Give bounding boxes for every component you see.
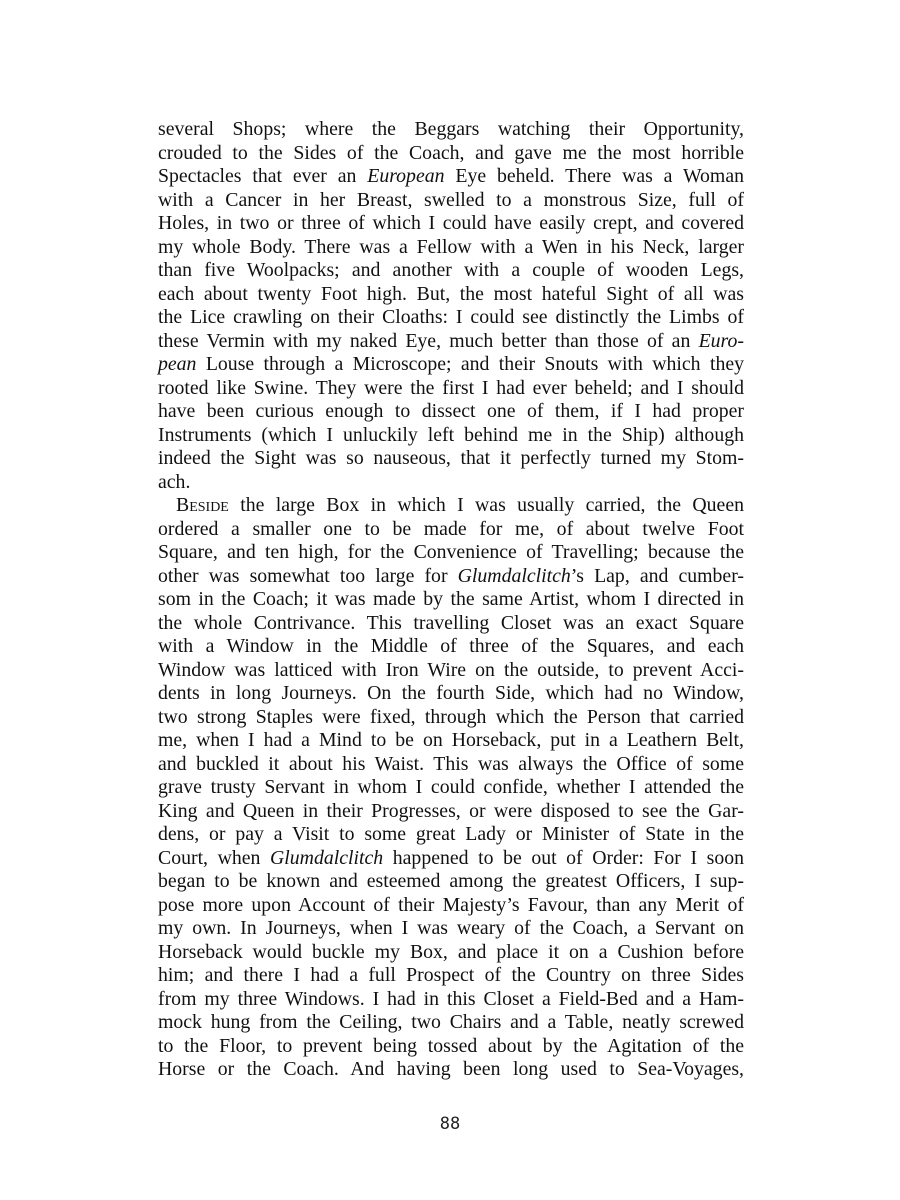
text-line: from my three Windows. I had in this Closet a Field-Bed and a Ham-	[158, 987, 744, 1010]
text-line: Horseback would buckle my Box, and place it on a Cushion before	[158, 940, 744, 963]
text-line: the Lice crawling on their Cloaths: I could see distinctly the Limbs of	[158, 306, 744, 328]
italic-term: Glumdalclitch	[270, 846, 384, 869]
text-line: Instruments (which I unluckily left behind me in the Ship) although	[158, 423, 744, 446]
text-line: Square, and ten high, for the Convenience of Travelling; because the	[158, 541, 744, 563]
text-line: Spectacles that ever an European Eye beheld. There was a Woman	[158, 165, 744, 187]
italic-term: Euro-	[698, 329, 744, 352]
italic-term: pean	[158, 353, 197, 375]
text-line: with a Cancer in her Breast, swelled to a monstrous Size, full of	[158, 188, 744, 211]
text-line: indeed the Sight was so nauseous, that it perfectly turned my Stom-	[158, 447, 744, 469]
text-line: began to be known and esteemed among the greatest Officers, I sup-	[158, 870, 744, 892]
text-line: than five Woolpacks; and another with a couple of wooden Legs,	[158, 259, 744, 281]
text-line: my whole Body. There was a Fellow with a Wen in his Neck, larger	[158, 235, 744, 258]
page-number: 88	[439, 1114, 461, 1134]
text-line: mock hung from the Ceiling, two Chairs and a Table, neatly screwed	[158, 1011, 744, 1033]
text-line: crouded to the Sides of the Coach, and gave me the most horrible	[158, 141, 744, 164]
text-line: these Vermin with my naked Eye, much better than those of an Euro-	[158, 329, 744, 352]
text-line: dens, or pay a Visit to some great Lady or Minister of State in the	[158, 823, 744, 845]
text-line: Court, when Glumdalclitch happened to be out of Order: For I soon	[158, 846, 744, 869]
italic-term: European	[367, 165, 445, 187]
page-body	[158, 118, 744, 1082]
text-line: him; and there I had a full Prospect of the Country on three Sides	[158, 964, 744, 986]
text-line: have been curious enough to dissect one of them, if I had proper	[158, 400, 744, 422]
text-line: my own. In Journeys, when I was weary of the Coach, a Servant on	[158, 917, 744, 939]
text-line: other was somewhat too large for Glumdalclitch’s Lap, and cumber-	[158, 564, 744, 587]
text-line: King and Queen in their Progresses, or were disposed to see the Gar-	[158, 799, 744, 822]
paragraph-1	[158, 118, 744, 494]
paragraph-2	[158, 494, 744, 1082]
text-line: me, when I had a Mind to be on Horseback, put in a Leathern Belt,	[158, 729, 744, 751]
italic-term: Glumdalclitch	[457, 564, 571, 587]
text-line: and buckled it about his Waist. This was always the Office of some	[158, 752, 744, 775]
text-line: Holes, in two or three of which I could have easily crept, and covered	[158, 212, 744, 234]
text-line: two strong Staples were fixed, through which the Person that carried	[158, 705, 744, 728]
text-line: to the Floor, to prevent being tossed about by the Agitation of the	[158, 1034, 744, 1057]
text-line: Window was latticed with Iron Wire on the outside, to prevent Acci-	[158, 658, 744, 681]
text-line: several Shops; where the Beggars watching their Opportunity,	[158, 118, 744, 140]
text-line: Horse or the Coach. And having been long used to Sea-Voyages,	[158, 1058, 744, 1080]
text-line: grave trusty Servant in whom I could confide, whether I attended the	[158, 776, 744, 798]
small-caps-opening: Beside	[176, 494, 229, 516]
text-line: Beside the large Box in which I was usually carried, the Queen	[176, 494, 744, 516]
text-line: pose more upon Account of their Majesty’s Favour, than any Merit of	[158, 893, 744, 916]
text-line: dents in long Journeys. On the fourth Side, which had no Window,	[158, 682, 744, 704]
text-line: pean Louse through a Microscope; and their Snouts with which they	[158, 353, 744, 375]
text-line: ach.	[158, 470, 191, 493]
text-line: ordered a smaller one to be made for me, of about twelve Foot	[158, 517, 744, 540]
text-line: som in the Coach; it was made by the same Artist, whom I directed in	[158, 588, 744, 610]
text-line: rooted like Swine. They were the first I had ever beheld; and I should	[158, 376, 744, 399]
text-line: each about twenty Foot high. But, the most hateful Sight of all was	[158, 282, 744, 305]
text-line: the whole Contrivance. This travelling Closet was an exact Square	[158, 611, 744, 634]
text-line: with a Window in the Middle of three of the Squares, and each	[158, 635, 744, 657]
